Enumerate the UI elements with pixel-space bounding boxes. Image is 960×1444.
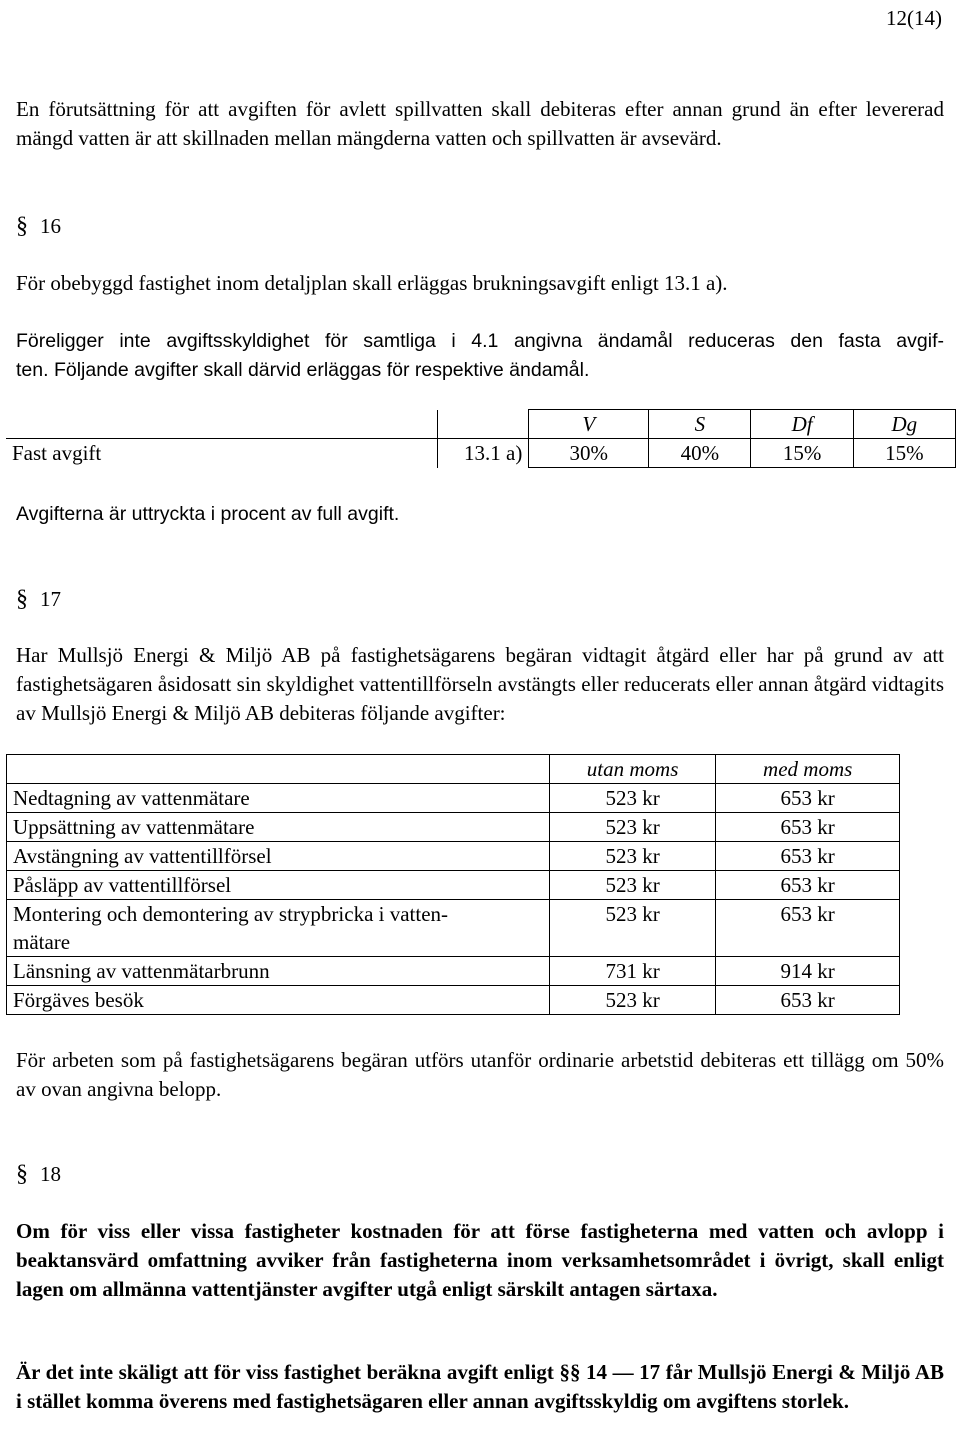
section-16-paragraph-2 — [16, 327, 944, 385]
percent-cell: 15% — [853, 439, 955, 468]
section-18-heading — [16, 1160, 61, 1189]
table-row — [7, 784, 900, 813]
fee-incl-vat: 653 kr — [716, 986, 900, 1015]
fee-incl-vat: 653 kr — [716, 900, 900, 957]
section-18-paragraph-2: Är det inte skäligt att för viss fastighet beräkna avgift enligt §§ 14 — 17 får Mullsjö Energi & Miljö AB i stället komma överens med fastighetsägaren eller annan avgiftsskyldig om avgiftens storlek. — [16, 1360, 944, 1413]
table-header-row — [7, 755, 900, 784]
section-symbol: § — [16, 1161, 28, 1187]
fee-label: Förgäves besök — [7, 986, 550, 1015]
table-row — [6, 439, 956, 468]
fee-incl-vat: 653 kr — [716, 813, 900, 842]
paragraph-line: ten. Följande avgifter skall därvid erläggas för respektive ändamål. — [16, 359, 590, 381]
row-label: Fast avgift — [6, 439, 438, 468]
empty-cell — [438, 410, 529, 439]
section-16-heading — [16, 212, 61, 241]
percent-cell: 40% — [649, 439, 751, 468]
column-header: V — [529, 410, 649, 439]
fee-excl-vat: 731 kr — [549, 957, 716, 986]
fee-excl-vat: 523 kr — [549, 784, 716, 813]
section-symbol: § — [16, 586, 28, 612]
section-number: 16 — [40, 214, 61, 238]
column-header: med moms — [716, 755, 900, 784]
page-number: 12(14) — [886, 6, 942, 30]
fee-incl-vat: 653 kr — [716, 842, 900, 871]
fee-excl-vat: 523 kr — [549, 900, 716, 957]
section-17-heading — [16, 585, 61, 614]
section-17-after-paragraph: För arbeten som på fastighetsägarens begäran utförs utanför ordinarie arbetstid debiteras ett tillägg om 50% av ovan angivna belopp. — [16, 1048, 944, 1101]
row-reference: 13.1 a) — [438, 439, 529, 468]
fee-label: Nedtagning av vattenmätare — [7, 784, 550, 813]
fee-excl-vat: 523 kr — [549, 871, 716, 900]
fee-incl-vat: 653 kr — [716, 784, 900, 813]
fees-table — [6, 754, 900, 1015]
fee-label — [7, 900, 550, 957]
section-symbol: § — [16, 213, 28, 239]
fast-avgift-table — [6, 409, 956, 468]
column-header: Df — [751, 410, 853, 439]
fee-incl-vat: 653 kr — [716, 871, 900, 900]
fee-incl-vat: 914 kr — [716, 957, 900, 986]
empty-cell — [6, 410, 438, 439]
fee-excl-vat: 523 kr — [549, 813, 716, 842]
paragraph-line: Föreligger inte avgiftsskyldighet för samtliga i 4.1 angivna ändamål reduceras den fasta avgif- — [16, 330, 944, 352]
empty-cell — [7, 755, 550, 784]
section-number: 18 — [40, 1162, 61, 1186]
percent-cell: 15% — [751, 439, 853, 468]
table-row — [7, 871, 900, 900]
fee-excl-vat: 523 kr — [549, 986, 716, 1015]
section-16-note: Avgifterna är uttryckta i procent av full avgift. — [16, 503, 400, 525]
table-row — [7, 986, 900, 1015]
table-row — [7, 957, 900, 986]
column-header: utan moms — [549, 755, 716, 784]
section-16-paragraph-1: För obebyggd fastighet inom detaljplan skall erläggas brukningsavgift enligt 13.1 a). — [16, 271, 728, 295]
table-row — [7, 842, 900, 871]
fee-label: Avstängning av vattentillförsel — [7, 842, 550, 871]
column-header: S — [649, 410, 751, 439]
section-18-paragraph-1: Om för viss eller vissa fastigheter kostnaden för att förse fastigheterna med vatten och avlopp i beaktansvärd omfattning avviker från fastigheterna inom verksamhetsområdet i övrigt, skall enligt lagen om allmänna vattentjänster avgifter utgå enligt särskilt antagen särtaxa. — [16, 1219, 944, 1301]
column-header: Dg — [853, 410, 955, 439]
table-row — [7, 900, 900, 957]
section-17-paragraph: Har Mullsjö Energi & Miljö AB på fastighetsägarens begäran vidtagit åtgärd eller har på grund av att fastighetsägaren åsidosatt sin skyldighet vattentillförseln avstängts eller reducerats eller annan åtgärd vidtagits av Mullsjö Energi & Miljö AB debiteras följande avgifter: — [16, 643, 944, 725]
intro-paragraph: En förutsättning för att avgiften för avlett spillvatten skall debiteras efter annan grund än efter levererad mängd vatten är att skillnaden mellan mängderna vatten och spillvatten är avsevärd. — [16, 97, 944, 150]
fee-excl-vat: 523 kr — [549, 842, 716, 871]
fee-label: Uppsättning av vattenmätare — [7, 813, 550, 842]
fee-label: Påsläpp av vattentillförsel — [7, 871, 550, 900]
fee-label-line: Montering och demontering av strypbricka i vatten- — [13, 902, 449, 926]
percent-cell: 30% — [529, 439, 649, 468]
fee-label-line: mätare — [13, 930, 71, 954]
section-number: 17 — [40, 587, 61, 611]
table-row — [7, 813, 900, 842]
fee-label: Länsning av vattenmätarbrunn — [7, 957, 550, 986]
table-header-row — [6, 410, 956, 439]
